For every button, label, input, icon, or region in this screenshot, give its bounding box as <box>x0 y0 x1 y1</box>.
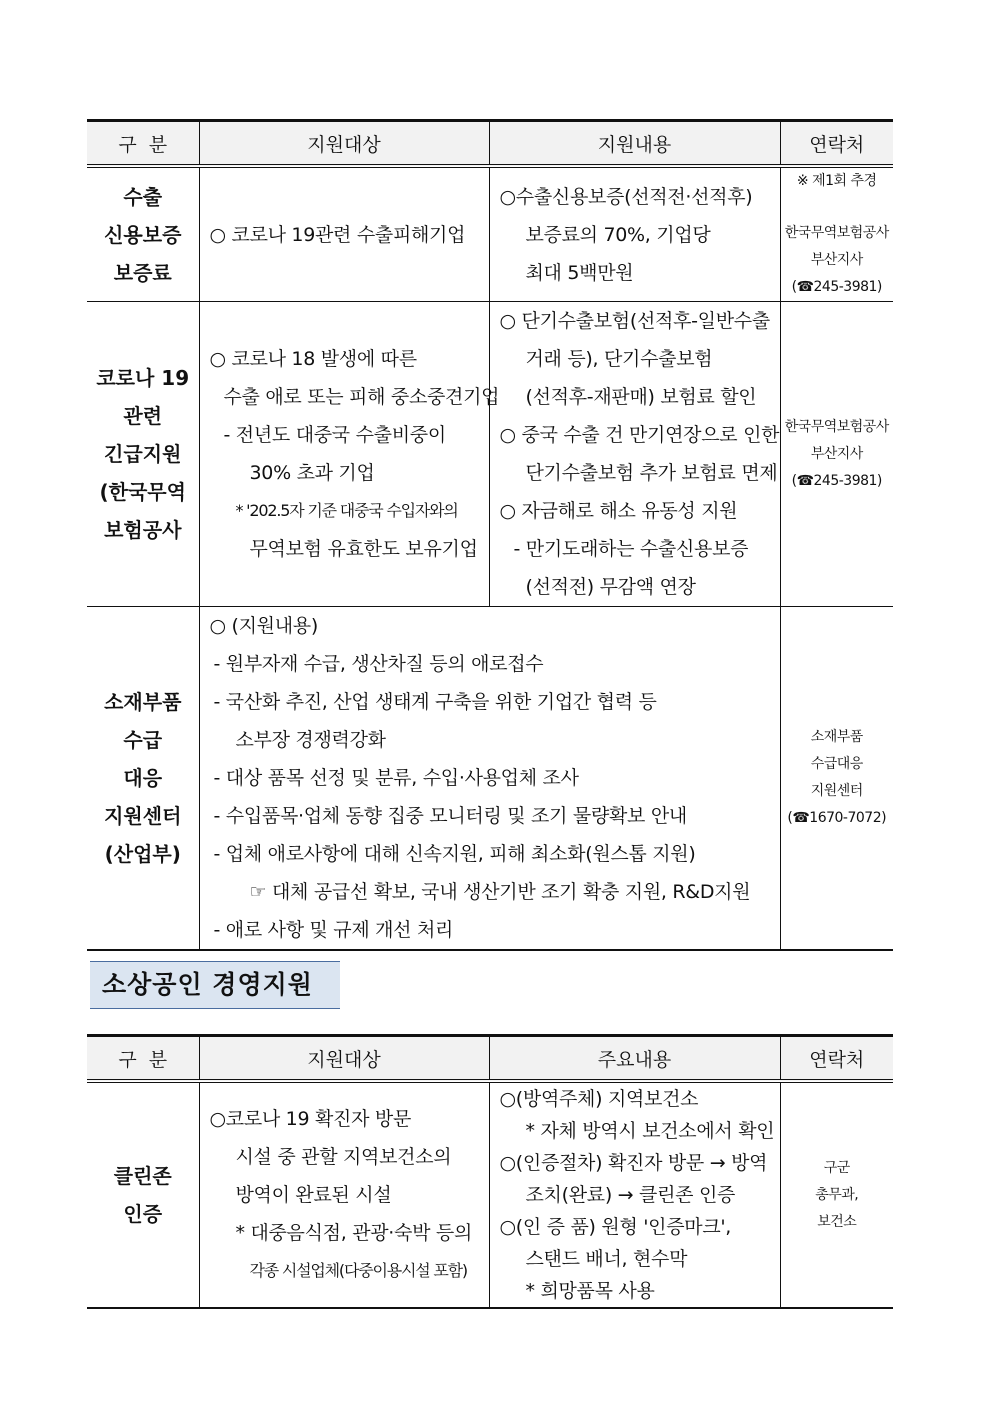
target-line: - 전년도 대중국 수출비중이 <box>223 424 446 446</box>
contact-line: 보건소 <box>817 1213 857 1230</box>
contact-branch: 부산지사 <box>810 252 863 268</box>
spacer <box>781 195 894 220</box>
support-table-small-business <box>87 1034 893 1309</box>
contact-phone: (☎1670-7072) <box>787 810 887 826</box>
contact-phone: (☎245-3981) <box>791 279 882 295</box>
target-line: 시설 중 관할 지역보건소의 <box>235 1146 452 1168</box>
target-line: 무역보험 유효한도 보유기업 <box>249 538 478 560</box>
category-line: (한국무역 <box>99 480 186 504</box>
contact-org: 수급대응 <box>810 756 863 772</box>
content-line: * 자체 방역시 보건소에서 확인 <box>525 1120 775 1142</box>
content-line: 소부장 경쟁력강화 <box>235 729 386 751</box>
target-line: * '202.5자 기준 대중국 수입자와의 <box>235 501 458 520</box>
row-content-merged <box>199 607 780 951</box>
row-target <box>199 166 489 302</box>
content-line: 최대 5백만원 <box>525 261 634 284</box>
content-line: 단기수출보험 추가 보험료 면제 <box>525 462 778 484</box>
row-category <box>87 302 199 607</box>
content-line: - 원부자재 수급, 생산차질 등의 애로접수 <box>213 653 544 675</box>
content-line: 거래 등), 단기수출보험 <box>525 348 713 370</box>
header-category: 구 분 <box>87 121 199 167</box>
section-heading: 소상공인 경영지원 <box>90 961 340 1009</box>
content-line: ○ 자금해로 해소 유동성 지원 <box>499 500 738 522</box>
category-line: 긴급지원 <box>104 442 182 466</box>
row-target <box>199 302 500 607</box>
target-line: 30% 초과 기업 <box>249 462 375 484</box>
content-line: - 업체 애로사항에 대해 신속지원, 피해 최소화(원스톱 지원) <box>213 843 696 865</box>
contact-org: 소재부품 <box>810 729 863 745</box>
contact-line: 총무과, <box>815 1186 859 1203</box>
header-contact: 연락처 <box>780 121 893 167</box>
content-line: * 희망품목 사용 <box>525 1280 655 1302</box>
category-line: 신용보증 <box>104 222 182 247</box>
content-line: - 수입품목·업체 동향 집중 모니터링 및 조기 물량확보 안내 <box>213 805 687 827</box>
pointing-hand-icon-line: ☞ 대체 공급선 확보, 국내 생산기반 조기 확충 지원, R&D지원 <box>249 881 751 903</box>
header-category: 구 분 <box>87 1036 199 1082</box>
row-contact <box>780 166 893 302</box>
category-line: 인증 <box>123 1202 163 1226</box>
contact-note: ※ 제1회 추경 <box>796 173 877 189</box>
category-line: 소재부품 <box>104 690 182 714</box>
content-line: ○ (지원내용) <box>209 615 318 637</box>
header-content: 지원내용 <box>489 121 780 167</box>
content-line: - 만기도래하는 수출신용보증 <box>513 538 749 560</box>
table-row <box>87 1081 893 1308</box>
row-target <box>199 1081 489 1308</box>
category-line: 지원센터 <box>104 804 182 828</box>
category-line: 코로나 19 <box>96 366 190 390</box>
category-line: (산업부) <box>104 842 181 866</box>
row-content <box>489 302 780 607</box>
table-row <box>87 166 893 302</box>
content-line: 스탠드 배너, 현수막 <box>525 1248 688 1270</box>
category-line: 수출 <box>123 184 163 209</box>
row-category <box>87 607 199 951</box>
contact-branch: 부산지사 <box>810 445 863 462</box>
content-line: - 국산화 추진, 산업 생태계 구축을 위한 기업간 협력 등 <box>213 691 657 713</box>
row-contact <box>780 302 893 607</box>
header-target: 지원대상 <box>199 121 489 167</box>
support-table-export <box>87 119 893 951</box>
contact-line: 구군 <box>823 1159 850 1176</box>
contact-org: 한국무역보험공사 <box>784 225 889 241</box>
content-line: 조치(완료) → 클린존 인증 <box>525 1184 736 1206</box>
header-contact: 연락처 <box>780 1036 893 1082</box>
category-line: 대응 <box>123 766 163 790</box>
contact-org: 한국무역보험공사 <box>784 418 889 435</box>
row-content <box>489 166 780 302</box>
category-line: 보험공사 <box>104 518 182 542</box>
header-target: 지원대상 <box>199 1036 489 1082</box>
table-header-row <box>87 121 893 167</box>
content-line: (선적전) 무감액 연장 <box>525 576 696 598</box>
table-row <box>87 302 893 607</box>
target-line: * 대중음식점, 관광·숙박 등의 <box>235 1222 472 1244</box>
category-line: 클린존 <box>113 1164 172 1188</box>
content-line: ○ 단기수출보험(선적후-일반수출 <box>499 310 770 332</box>
target-line: ○ 코로나 19관련 수출피해기업 <box>209 223 466 246</box>
header-content: 주요내용 <box>489 1036 780 1082</box>
table-row <box>87 607 893 951</box>
content-line: 보증료의 70%, 기업당 <box>525 223 711 246</box>
row-category <box>87 1081 199 1308</box>
row-content <box>489 1081 780 1308</box>
content-line: ○수출신용보증(선적전·선적후) <box>499 185 753 208</box>
row-contact <box>780 1081 893 1308</box>
target-line: ○ 코로나 18 발생에 따른 <box>209 348 417 370</box>
category-line: 수급 <box>123 728 163 752</box>
content-line: (선적후-재판매) 보험료 할인 <box>525 386 757 408</box>
category-line: 보증료 <box>113 260 172 285</box>
target-line: 방역이 완료된 시설 <box>235 1184 392 1206</box>
content-line: - 대상 품목 선정 및 분류, 수입·사용업체 조사 <box>213 767 579 789</box>
content-line: ○(인증절차) 확진자 방문 → 방역 <box>499 1152 768 1174</box>
row-contact <box>780 607 893 951</box>
content-line: ○(방역주체) 지역보건소 <box>499 1088 699 1110</box>
row-category <box>87 166 199 302</box>
contact-phone: (☎245-3981) <box>791 472 882 489</box>
target-line: 수출 애로 또는 피해 중소중견기업 <box>223 386 500 408</box>
content-line: ○(인 증 품) 원형 '인증마크', <box>499 1216 732 1238</box>
content-line: ○ 중국 수출 건 만기연장으로 인한 <box>499 424 780 446</box>
target-line: 각종 시설업체(다중이용시설 포함) <box>249 1261 467 1280</box>
table-header-row <box>87 1036 893 1082</box>
category-line: 관련 <box>123 404 163 428</box>
target-line: ○코로나 19 확진자 방문 <box>209 1108 412 1130</box>
content-line: - 애로 사항 및 규제 개선 처리 <box>213 919 454 941</box>
contact-org: 지원센터 <box>810 783 863 799</box>
